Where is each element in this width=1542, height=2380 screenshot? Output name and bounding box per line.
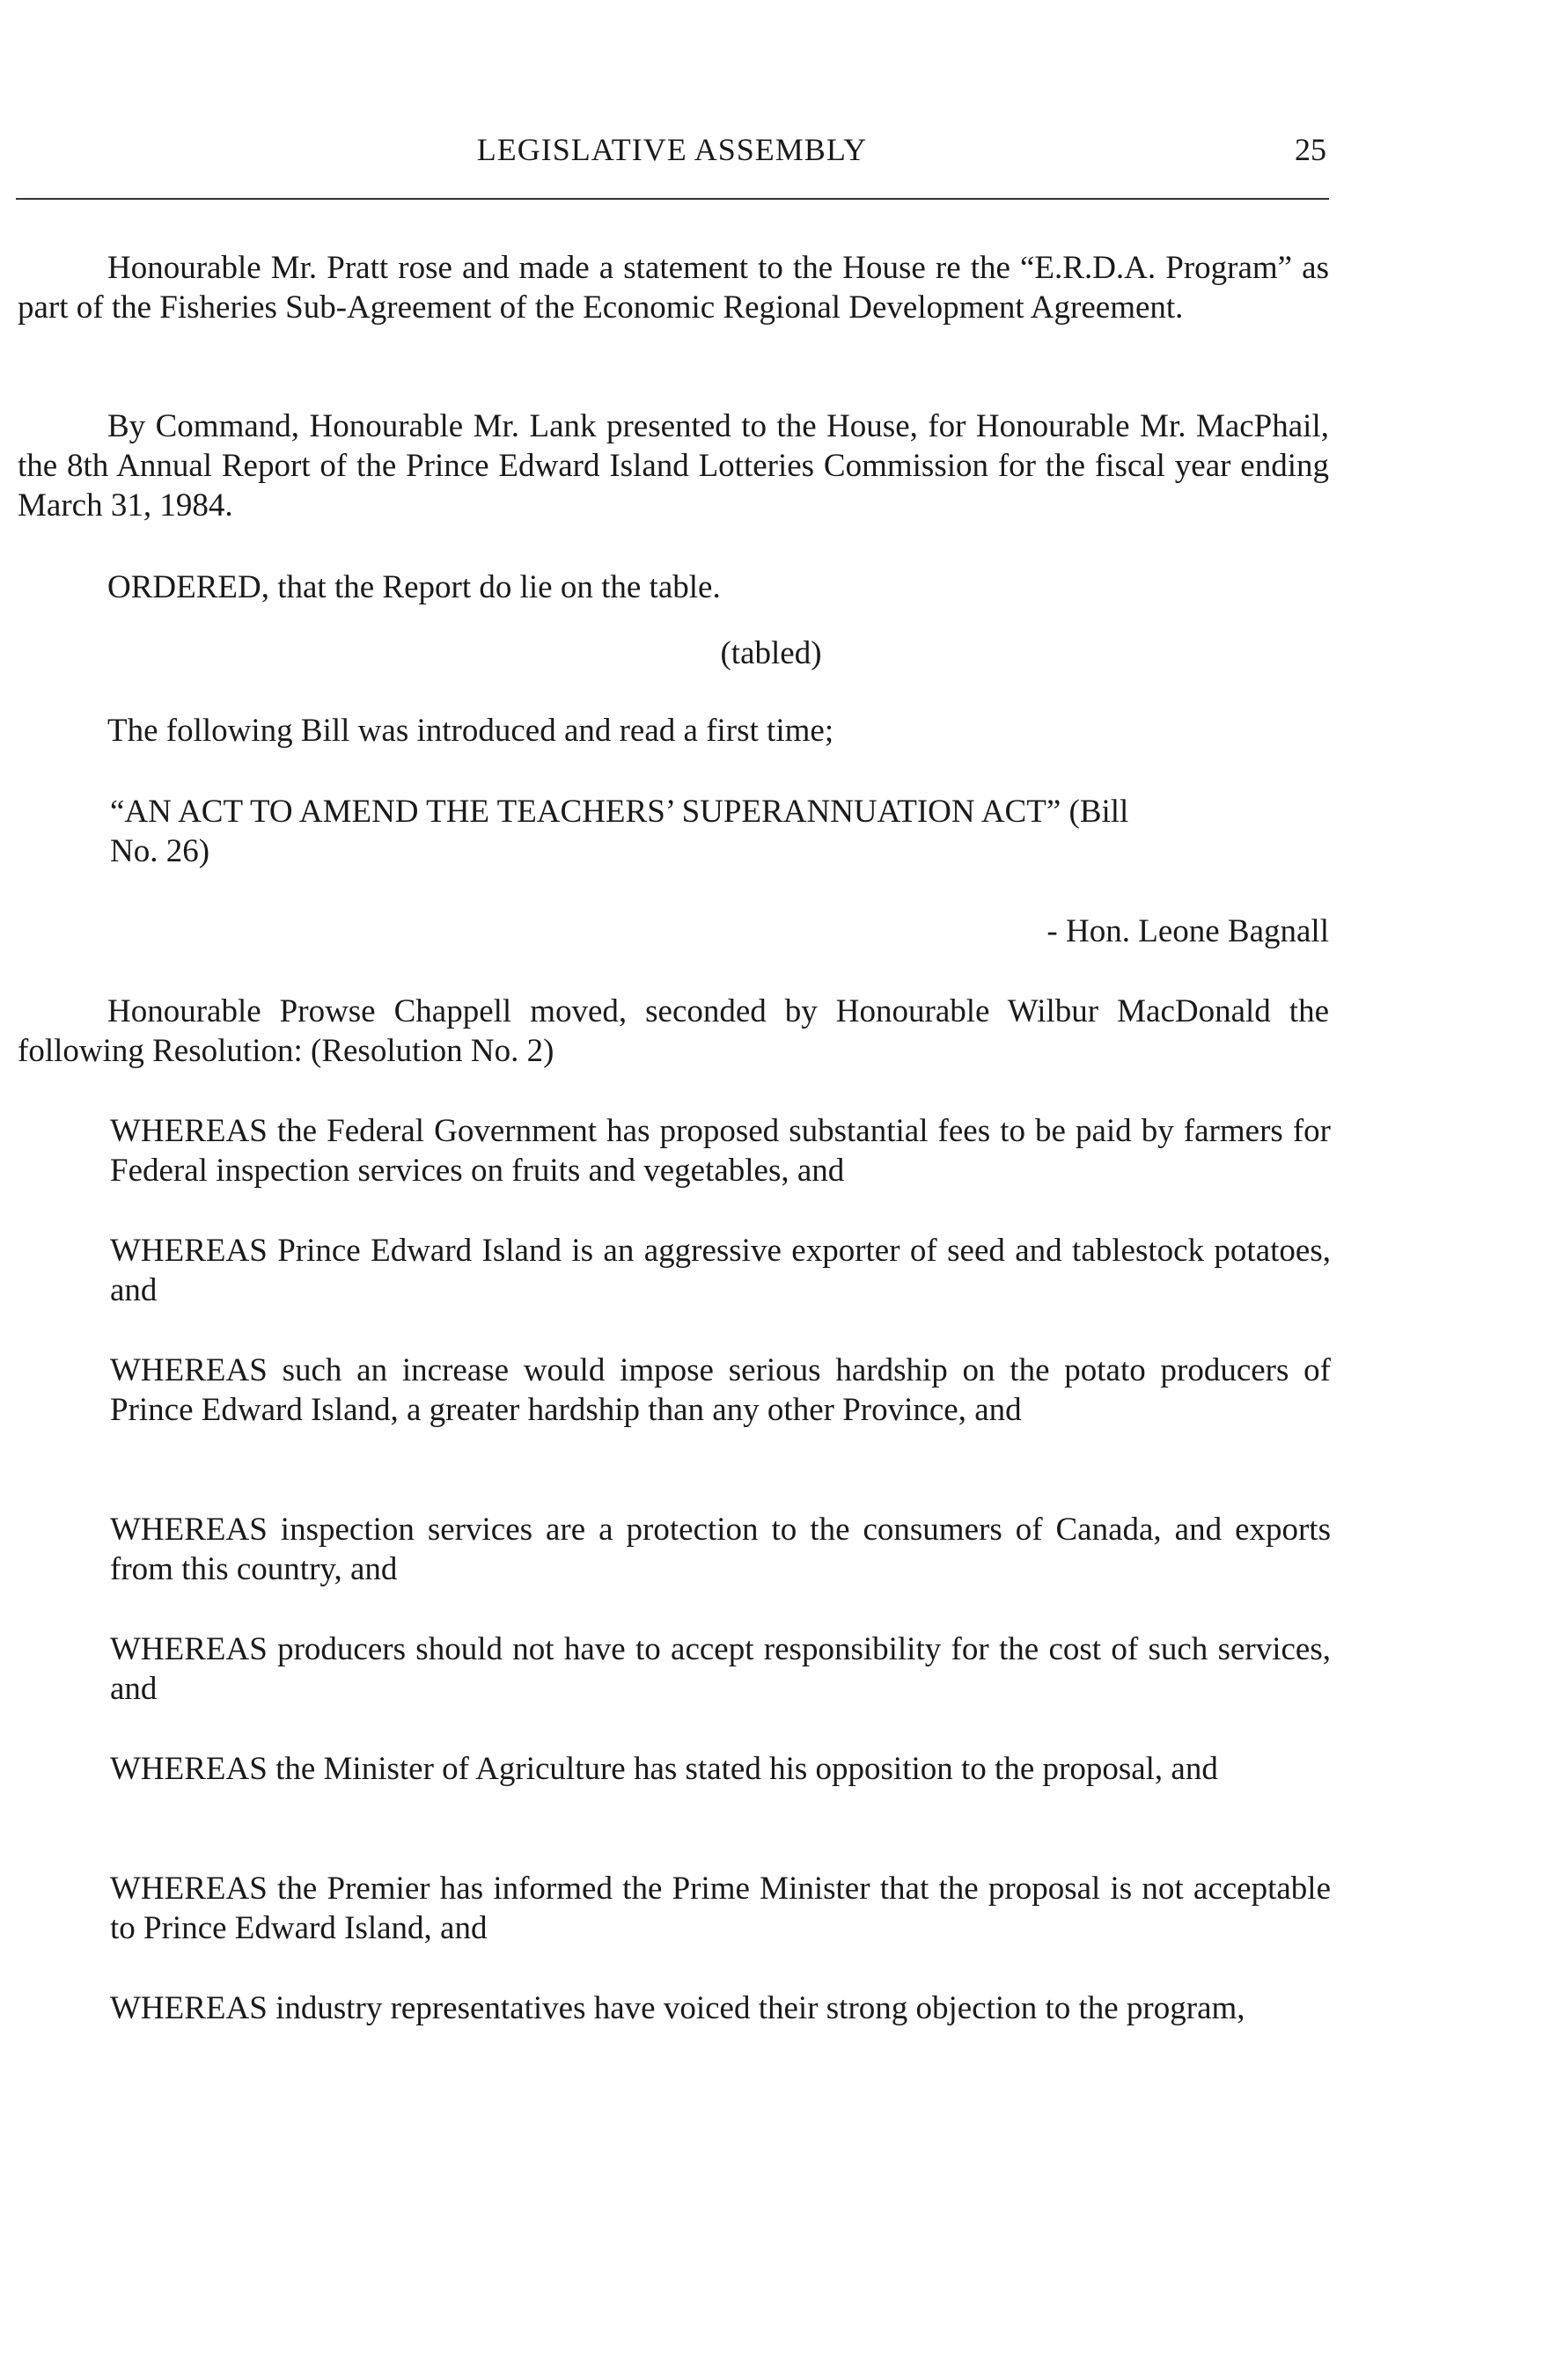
bill-title-block: [110, 792, 1149, 871]
header-title: LEGISLATIVE ASSEMBLY: [476, 132, 868, 167]
pratt-statement: Honourable Mr. Pratt rose and made a statement to the House re the “E.R.D.A. Program” as part of the Fisheries Sub-Agreement of the Economic Regional Development Agreement.: [18, 250, 1329, 326]
motion-text: Honourable Prowse Chappell moved, seconded by Honourable Wilbur MacDonald the following Resolution: (Resolution No. 2): [18, 993, 1329, 1069]
ordered-text: ORDERED, that the Report do lie on the table.: [107, 569, 721, 605]
whereas-clause: [110, 1869, 1331, 1948]
bill-intro: The following Bill was introduced and read a first time;: [107, 713, 834, 749]
whereas-clause: [110, 1510, 1331, 1589]
statement-paragraph: [18, 248, 1329, 327]
whereas-text: WHEREAS the Federal Government has proposed substantial fees to be paid by farmers for Federal inspection services on fruits and vegetables, and: [110, 1113, 1331, 1189]
whereas-text: WHEREAS inspection services are a protection to the consumers of Canada, and exports from this country, and: [110, 1512, 1331, 1587]
motion-paragraph: [18, 992, 1329, 1071]
report-paragraph: [18, 406, 1329, 525]
whereas-clause: [110, 1988, 1331, 2028]
page-number: 25: [1295, 132, 1326, 167]
whereas-text: WHEREAS Prince Edward Island is an aggressive exporter of seed and tablestock potatoes, and: [110, 1233, 1331, 1308]
page-header: [18, 128, 1326, 172]
whereas-clause: [110, 1231, 1331, 1310]
whereas-text: WHEREAS the Premier has informed the Prime Minister that the proposal is not acceptable to Prince Edward Island, and: [110, 1871, 1331, 1946]
bill-title: “AN ACT TO AMEND THE TEACHERS’ SUPERANNUATION ACT” (Bill No. 26): [110, 794, 1129, 869]
whereas-text: WHEREAS the Minister of Agriculture has stated his opposition to the proposal, and: [110, 1751, 1218, 1787]
header-divider: [16, 198, 1329, 200]
whereas-text: WHEREAS such an increase would impose serious hardship on the potato producers of Prince Edward Island, a greater hardship than any other Province, and: [110, 1352, 1331, 1428]
whereas-text: WHEREAS industry representatives have voiced their strong objection to the program,: [110, 1990, 1245, 2026]
whereas-clause: [110, 1111, 1331, 1190]
whereas-clause: [110, 1351, 1331, 1430]
bill-sponsor: - Hon. Leone Bagnall: [1046, 913, 1329, 949]
whereas-text: WHEREAS producers should not have to accept responsibility for the cost of such services, and: [110, 1631, 1331, 1707]
bill-intro-paragraph: [18, 711, 1329, 751]
tabled-note: (tabled): [720, 635, 822, 671]
lank-report: By Command, Honourable Mr. Lank presented to the House, for Honourable Mr. MacPhail, the 8th Annual Report of the Prince Edward Island Lotteries Commission for the fiscal year ending March 31, 1984.: [18, 408, 1329, 524]
ordered-paragraph: [18, 568, 1329, 607]
whereas-clause: [110, 1629, 1331, 1709]
whereas-clause: [110, 1749, 1331, 1789]
